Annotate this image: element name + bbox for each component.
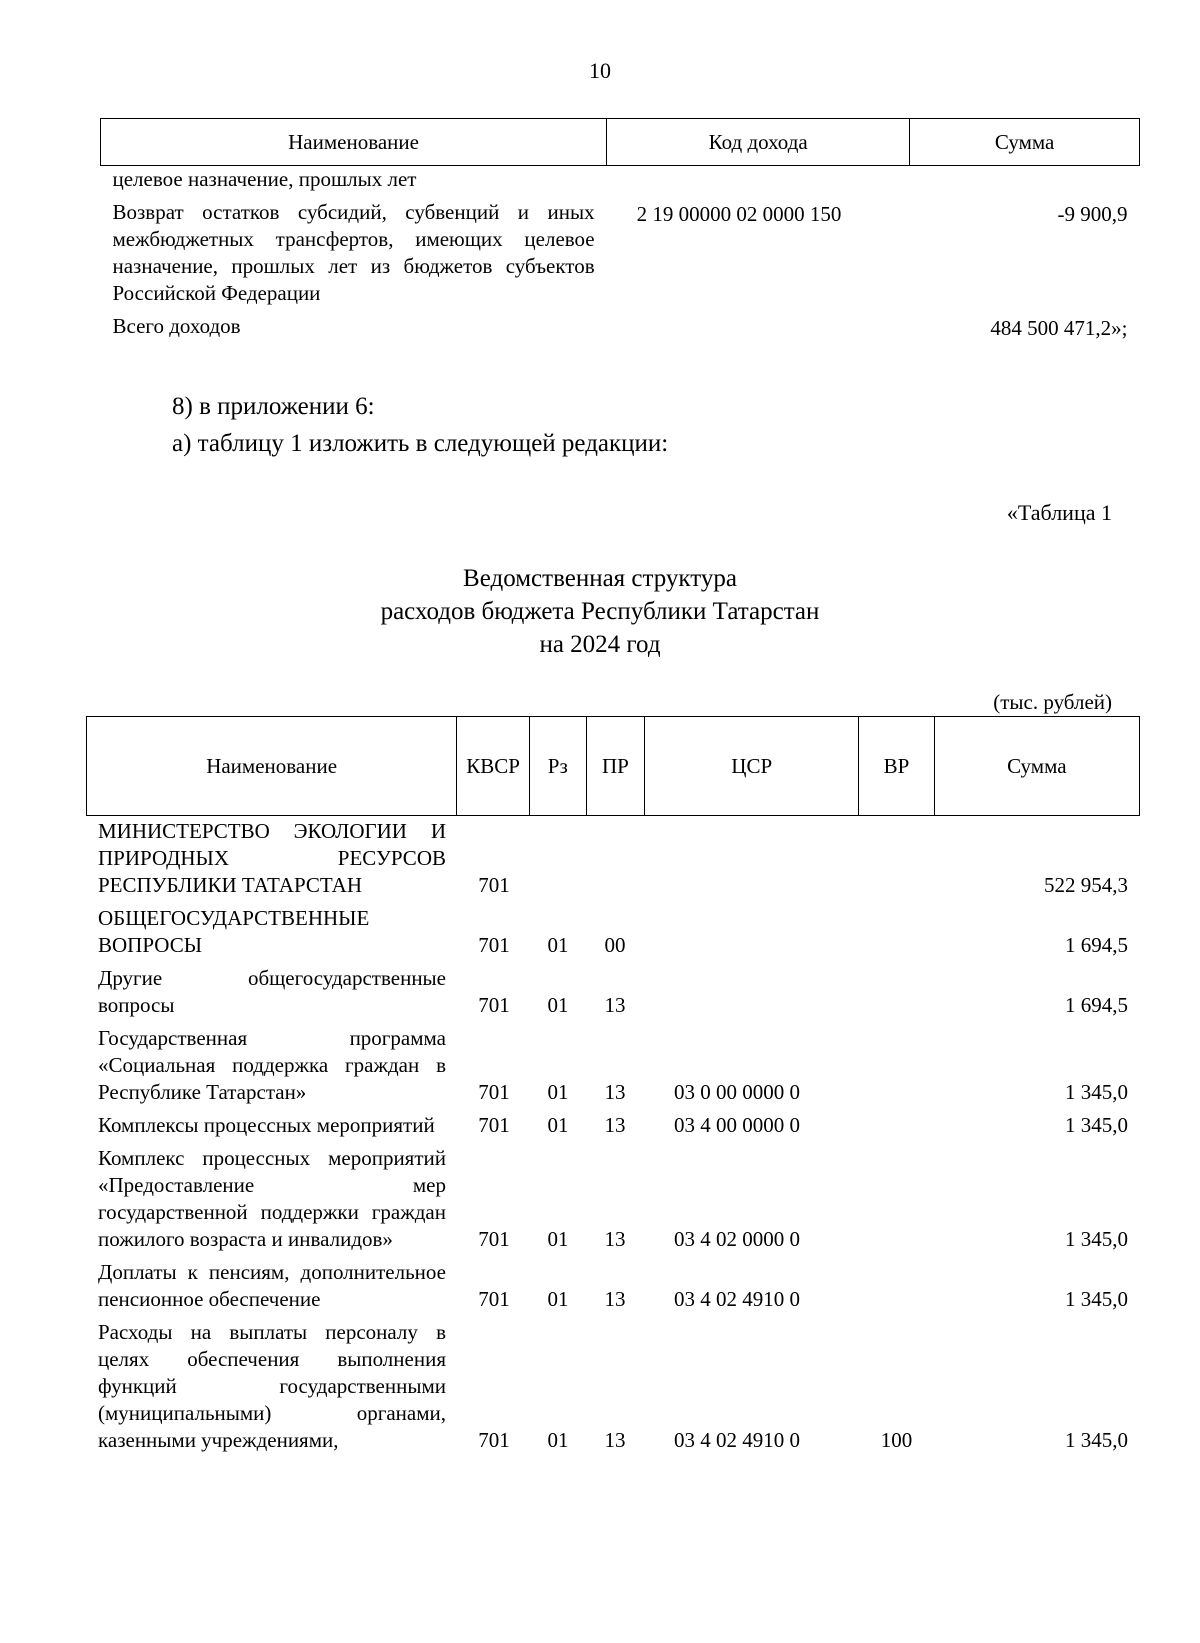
row-sum: 522 954,3 (1044, 873, 1128, 897)
table-label: «Таблица 1 (1006, 500, 1112, 525)
row-csr: 03 4 02 4910 0 (674, 1428, 800, 1452)
row-vr (859, 818, 934, 905)
header-kvsr: КВСР (457, 717, 530, 816)
units-label: (тыс. рублей) (993, 690, 1112, 714)
row-vr: 100 (880, 1428, 913, 1452)
row-csr: 03 0 00 0000 0 (674, 1080, 800, 1104)
expense-row (86, 965, 1140, 1025)
row-sum: 1 345,0 (1065, 1428, 1128, 1452)
row-kvsr: 701 (478, 933, 510, 957)
header-csr: ЦСР (645, 717, 859, 816)
row-rz: 01 (547, 1428, 569, 1452)
page-number: 10 (589, 58, 611, 83)
row-rz: 01 (547, 1227, 569, 1251)
row-name: Другие общегосударственные вопросы (98, 966, 446, 1017)
row-pr: 13 (604, 1113, 626, 1137)
row-sum: 1 345,0 (1065, 1287, 1128, 1311)
header-pr: ПР (586, 717, 645, 816)
income-row-name: Возврат остатков субсидий, субвенций и иных межбюджетных трансфертов, имеющих целевое назначение, прошлых лет из бюджетов субъектов Российской Федерации (112, 200, 595, 305)
income-row-code (607, 166, 910, 200)
row-pr: 13 (604, 1227, 626, 1251)
income-header-code: Код дохода (607, 119, 910, 166)
row-kvsr: 701 (478, 1080, 510, 1104)
row-sum: 1 345,0 (1065, 1227, 1128, 1251)
row-vr (859, 1025, 934, 1112)
header-rz: Рз (530, 717, 587, 816)
row-rz: 01 (547, 1287, 569, 1311)
expense-table-body (86, 818, 1140, 1460)
row-name: Расходы на выплаты персоналу в целях обеспечения выполнения функций государственными (муниципальными) органами, казенными учреждениями, (98, 1320, 446, 1452)
row-vr (859, 1259, 934, 1319)
title-line-1: Ведомственная структура (463, 565, 737, 592)
row-pr: 13 (604, 1287, 626, 1311)
income-table-header (101, 119, 1140, 166)
income-row (101, 199, 1140, 313)
row-vr (859, 965, 934, 1025)
row-csr: 03 4 02 0000 0 (674, 1227, 800, 1251)
row-vr (859, 1145, 934, 1259)
table-title (0, 562, 1200, 661)
row-name: Государственная программа «Социальная поддержка граждан в Республике Татарстан» (98, 1026, 446, 1104)
income-row-amount: 484 500 471,2»; (990, 316, 1128, 340)
row-csr (644, 818, 859, 905)
header-sum: Сумма (934, 717, 1139, 816)
expense-row (86, 818, 1140, 905)
income-header-amount: Сумма (910, 119, 1140, 166)
row-sum: 1 694,5 (1065, 933, 1128, 957)
header-vr: ВР (859, 717, 934, 816)
row-name: Комплексы процессных мероприятий (98, 1113, 435, 1137)
income-row-amount (910, 166, 1140, 200)
header-name: Наименование (87, 717, 457, 816)
row-rz: 01 (547, 933, 569, 957)
row-pr (586, 818, 644, 905)
expense-row (86, 1112, 1140, 1145)
income-row-code: 2 19 00000 02 0000 150 (636, 202, 842, 226)
row-csr (644, 965, 859, 1025)
paragraph-item-8: 8) в приложении 6: (172, 393, 375, 420)
title-line-3: на 2024 год (539, 631, 661, 658)
row-vr (859, 905, 934, 965)
income-table (100, 118, 1140, 346)
row-name: Комплекс процессных мероприятий «Предоставление мер государственной поддержки граждан пожилого возраста и инвалидов» (98, 1146, 446, 1251)
income-row-code (607, 313, 910, 346)
expense-row (86, 1259, 1140, 1319)
row-pr: 13 (604, 1080, 626, 1104)
income-row-amount: -9 900,9 (1057, 202, 1128, 226)
paragraph-item-a: а) таблицу 1 изложить в следующей редакции: (172, 430, 669, 457)
income-row-name: целевое назначение, прошлых лет (112, 167, 417, 191)
expense-row (86, 905, 1140, 965)
row-kvsr: 701 (478, 1113, 510, 1137)
row-csr: 03 4 02 4910 0 (674, 1287, 800, 1311)
expense-row (86, 1025, 1140, 1112)
row-rz: 01 (547, 993, 569, 1017)
income-row-name: Всего доходов (112, 314, 241, 338)
row-rz: 01 (547, 1113, 569, 1137)
row-name: ОБЩЕГОСУДАРСТВЕННЫЕ ВОПРОСЫ (98, 906, 370, 957)
row-kvsr: 701 (478, 993, 510, 1017)
row-sum: 1 345,0 (1065, 1113, 1128, 1137)
title-line-2: расходов бюджета Республики Татарстан (380, 598, 820, 625)
row-name: МИНИСТЕРСТВО ЭКОЛОГИИ И ПРИРОДНЫХ РЕСУРСОВ РЕСПУБЛИКИ ТАТАРСТАН (98, 819, 446, 897)
row-kvsr: 701 (478, 1428, 510, 1452)
row-csr: 03 4 00 0000 0 (674, 1113, 800, 1137)
row-csr (644, 905, 859, 965)
row-pr: 13 (604, 1428, 626, 1452)
row-pr: 00 (604, 933, 626, 957)
row-pr: 13 (604, 993, 626, 1017)
income-row-total (101, 313, 1140, 346)
row-sum: 1 345,0 (1065, 1080, 1128, 1104)
income-header-name: Наименование (101, 119, 607, 166)
income-row (101, 166, 1140, 200)
row-kvsr: 701 (478, 873, 510, 897)
row-sum: 1 694,5 (1065, 993, 1128, 1017)
expense-row (86, 1319, 1140, 1460)
row-kvsr: 701 (478, 1227, 510, 1251)
row-rz (530, 818, 586, 905)
row-kvsr: 701 (478, 1287, 510, 1311)
row-name: Доплаты к пенсиям, дополнительное пенсионное обеспечение (98, 1260, 446, 1311)
expense-table-header (86, 716, 1140, 816)
row-rz: 01 (547, 1080, 569, 1104)
expense-row (86, 1145, 1140, 1259)
row-vr (859, 1112, 934, 1145)
